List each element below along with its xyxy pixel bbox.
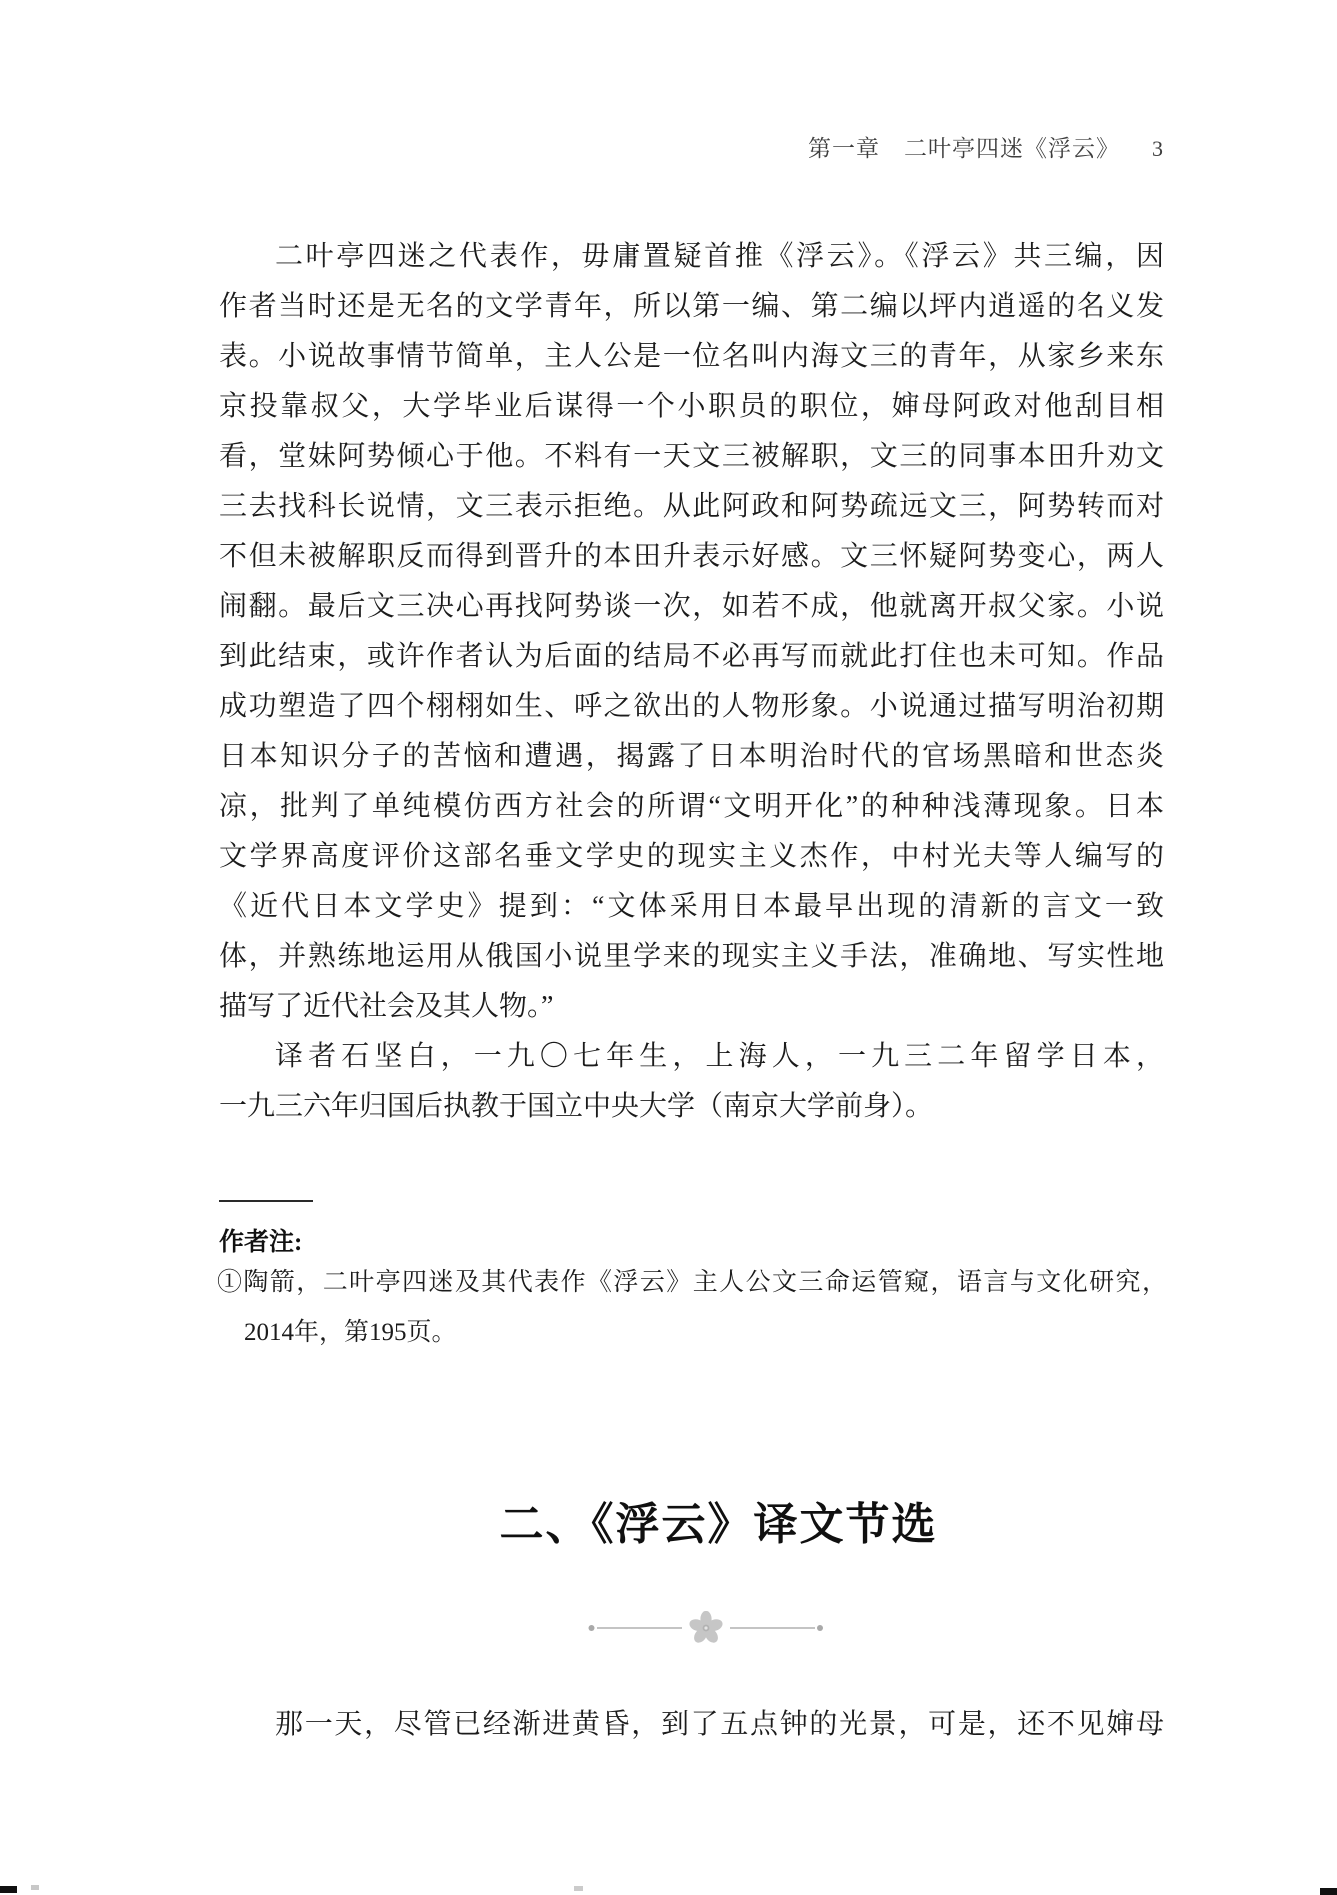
divider-graphic bbox=[588, 1611, 824, 1645]
excerpt-line: 那一天，尽管已经渐进黄昏，到了五点钟的光景，可是，还不见婶母 bbox=[275, 1709, 1164, 1740]
body-line: 到此结束，或许作者认为后面的结局不必再写而就此打住也未可知。作品 bbox=[219, 641, 1164, 672]
page-header bbox=[219, 130, 1164, 163]
footnote-line: 2014年，第195页。 bbox=[244, 1319, 457, 1346]
body-line: 成功塑造了四个栩栩如生、呼之欲出的人物形象。小说通过描写明治初期 bbox=[219, 691, 1164, 722]
body-line: 作者当时还是无名的文学青年，所以第一编、第二编以坪内逍遥的名义发 bbox=[219, 291, 1164, 322]
divider-left-line bbox=[597, 1627, 682, 1629]
body-text bbox=[219, 232, 1164, 1132]
body-line: 体，并熟练地运用从俄国小说里学来的现实主义手法，准确地、写实性地 bbox=[219, 941, 1164, 972]
section-heading: 二、《浮云》译文节选 bbox=[499, 1500, 938, 1549]
body-line: 三去找科长说情，文三表示拒绝。从此阿政和阿势疏远文三，阿势转而对 bbox=[219, 491, 1164, 522]
section-divider bbox=[588, 1611, 824, 1645]
footnote-label: 作者注: bbox=[219, 1229, 303, 1256]
body-line: 二叶亭四迷之代表作，毋庸置疑首推《浮云》。《浮云》共三编，因 bbox=[275, 241, 1164, 272]
scan-artifact bbox=[31, 1885, 39, 1890]
body-line: 京投靠叔父，大学毕业后谋得一个小职员的职位，婶母阿政对他刮目相 bbox=[219, 391, 1164, 422]
divider-left-dot bbox=[589, 1625, 595, 1631]
body-line: 日本知识分子的苦恼和遭遇，揭露了日本明治时代的官场黑暗和世态炎 bbox=[219, 741, 1164, 772]
scan-artifact bbox=[0, 1886, 17, 1893]
body-line: 闹翻。最后文三决心再找阿势谈一次，如若不成，他就离开叔父家。小说 bbox=[219, 591, 1164, 622]
body-line: 文学界高度评价这部名垂文学史的现实主义杰作，中村光夫等人编写的 bbox=[219, 841, 1164, 872]
body-line: 看，堂妹阿势倾心于他。不料有一天文三被解职，文三的同事本田升劝文 bbox=[219, 441, 1164, 472]
body-line: 一九三六年归国后执教于国立中央大学（南京大学前身）。 bbox=[219, 1091, 934, 1122]
footnote-line: ①陶箭，二叶亭四迷及其代表作《浮云》主人公文三命运管窥，语言与文化研究， bbox=[217, 1269, 1167, 1296]
footnote-text bbox=[217, 1258, 1167, 1358]
body-line: 凉，批判了单纯模仿西方社会的所谓“文明开化”的种种浅薄现象。日本 bbox=[219, 791, 1164, 822]
body-line: 不但未被解职反而得到晋升的本田升表示好感。文三怀疑阿势变心，两人 bbox=[219, 541, 1164, 572]
body-line: 译者石坚白，一九〇七年生，上海人，一九三二年留学日本， bbox=[275, 1041, 1164, 1072]
divider-right-line bbox=[730, 1627, 815, 1629]
body-line: 表。小说故事情节简单，主人公是一位名叫内海文三的青年，从家乡来东 bbox=[219, 341, 1164, 372]
scan-artifact bbox=[1320, 1888, 1337, 1895]
body-line: 描写了近代社会及其人物。” bbox=[219, 991, 554, 1022]
excerpt-text bbox=[219, 1700, 1164, 1750]
body-line: 《近代日本文学史》提到：“文体采用日本最早出现的清新的言文一致 bbox=[219, 891, 1164, 922]
divider-right-dot bbox=[817, 1625, 823, 1631]
chapter-title: 第一章 二叶亭四迷《浮云》 bbox=[808, 136, 1120, 161]
scan-artifact bbox=[574, 1886, 583, 1891]
footnote-rule bbox=[219, 1200, 313, 1202]
flower-icon bbox=[688, 1611, 724, 1645]
page-number: 3 bbox=[1152, 136, 1164, 161]
